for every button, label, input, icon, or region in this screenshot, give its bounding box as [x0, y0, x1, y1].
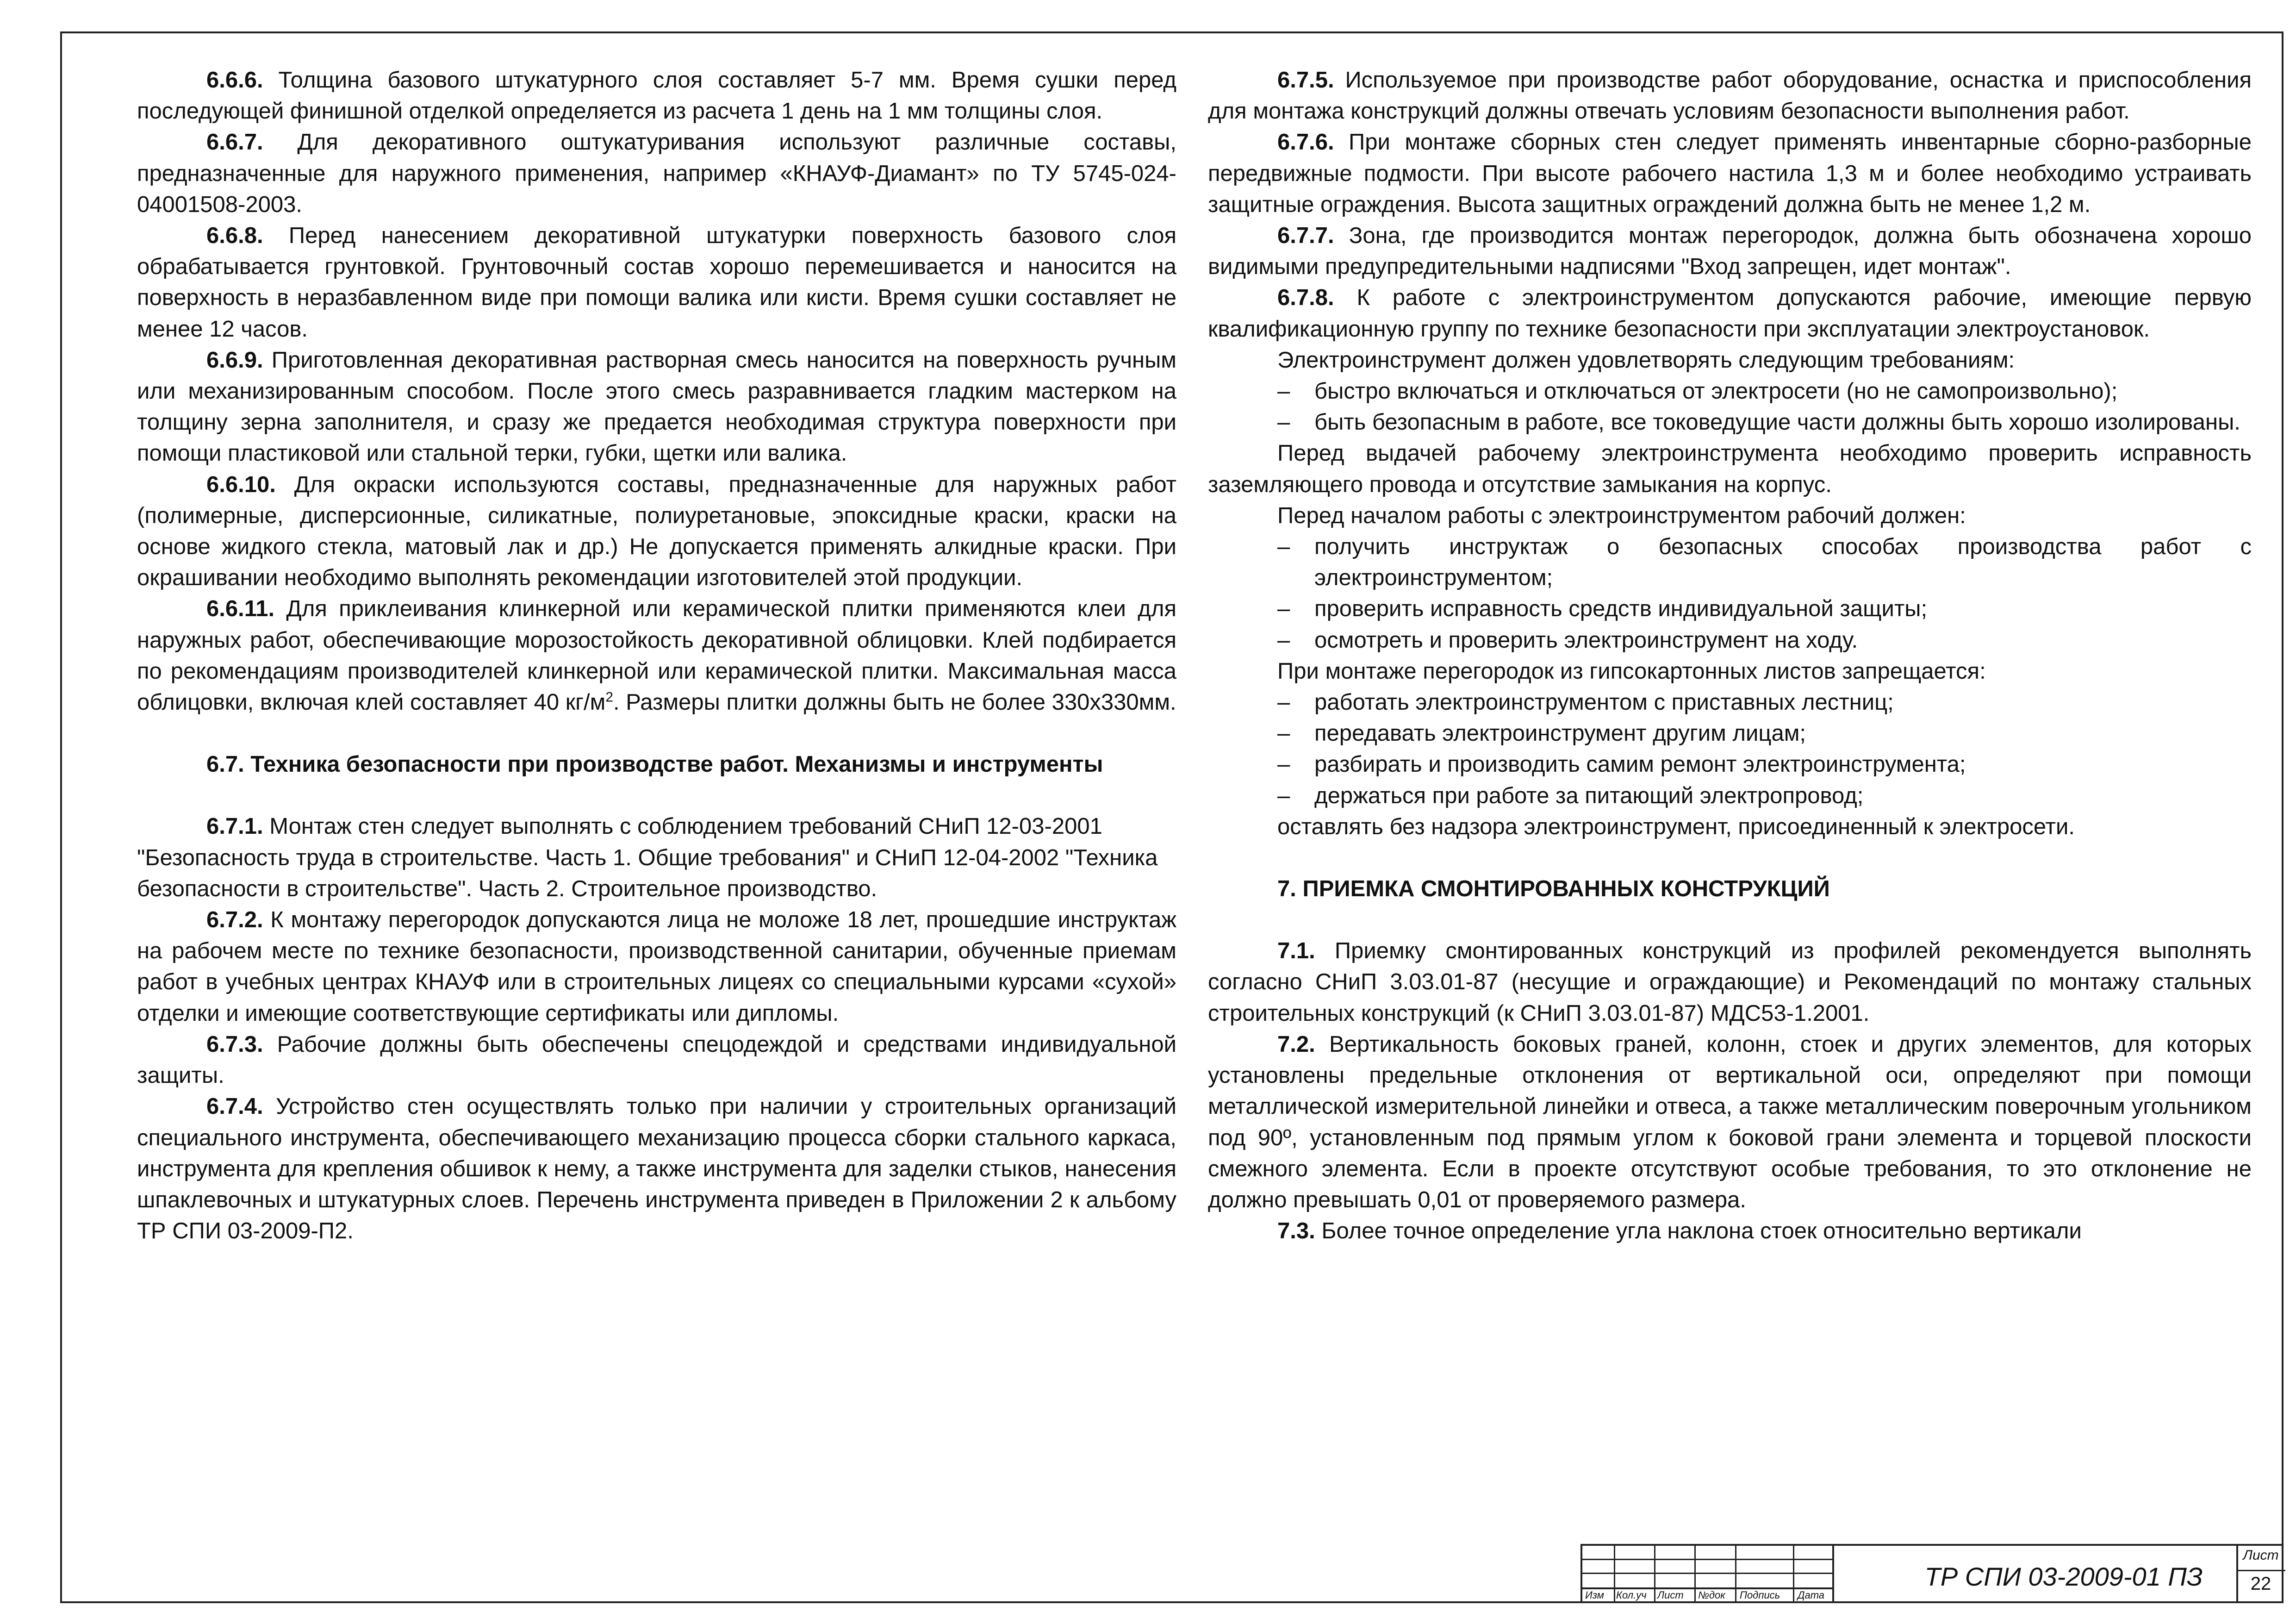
forbidden-actions-list: [1208, 687, 2252, 812]
worker-duties-list: [1208, 531, 2252, 656]
title-block-divider: [1694, 1546, 1696, 1603]
list-item: – проверить исправность средств индивидуальной защиты;: [1277, 596, 1928, 622]
caption-sheet: Лист: [1657, 1589, 1684, 1601]
list-item: – получить инструктаж о безопасных способах производства работ с электроинструментом;: [1277, 534, 2252, 591]
tool-requirements-list: [1208, 376, 2252, 438]
title-block-divider: [1614, 1546, 1615, 1603]
paragraph-6-7-1: 6.7.1. Монтаж стен следует выполнять с соблюдением требований СНиП 12-03-2001 "Безопасность труда в строительстве. Часть 1. Общие требования" и СНиП 12-04-2002 "Техника безопасности в строительстве". Часть 2. Строительное производство.: [137, 814, 1158, 901]
tool-check-paragraph: Перед выдачей рабочему электроинструмента необходимо проверить исправность заземляющего провода и отсутствие замыкания на корпус.: [1208, 441, 2252, 497]
paragraph-6-6-11: 6.6.11. Для приклеивания клинкерной или керамической плитки применяются клеи для наружных работ, обеспечивающие морозостойкость декоративной облицовки. Клей подбирается по рекомендациям производителей клинкерной или керамической плитки. Максимальная масса облицовки, включая клей составляет 40 $кг/м^2$. Размеры плитки должны быть не более 330х330мм.: [137, 596, 1176, 715]
caption-change: Изм: [1585, 1589, 1604, 1601]
paragraph-7-1: 7.1. Приемку смонтированных конструкций из профилей рекомендуется выполнять согласно СНиП 3.03.01-87 (несущие и ограждающие) и Рекомендаций по монтажу стальных строительных конструкций (к СНиП 3.03.01-87) МДС53-1.2001.: [1208, 938, 2252, 1026]
sheet-number: 22: [2250, 1574, 2271, 1594]
caption-signature: Подпись: [1740, 1589, 1780, 1601]
sheet-label: Лист: [2243, 1548, 2279, 1563]
paragraph-6-7-6: 6.7.6. При монтаже сборных стен следует применять инвентарные сборно-разборные передвижные подмости. При высоте рабочего настила 1,3 м и более необходимо устраивать защитные ограждения. Высота защитных ограждений должна быть не менее 1,2 м.: [1208, 130, 2252, 217]
list-item: – разбирать и производить самим ремонт электроинструмента;: [1277, 752, 1966, 777]
title-block-divider: [1793, 1546, 1794, 1603]
paragraph-6-7-8: 6.7.8. К работе с электроинструментом допускаются рабочие, имеющие первую квалификационную группу по технике безопасности при эксплуатации электроустановок.: [1208, 285, 2252, 342]
paragraph-6-6-9: 6.6.9. Приготовленная декоративная растворная смесь наносится на поверхность ручным или механизированным способом. После этого смесь разравнивается гладким мастерком на толщину зерна заполнителя, и сразу же предается необходимая структура поверхности при помощи пластиковой или стальной терки, губки, щетки или валика.: [137, 347, 1176, 466]
list-item: – осмотреть и проверить электроинструмент на ходу.: [1277, 627, 1858, 653]
paragraph-6-7-2: 6.7.2. К монтажу перегородок допускаются лица не моложе 18 лет, прошедшие инструктаж на рабочем месте по технике безопасности, производственной санитарии, обученные приемам работ в учебных центрах КНАУФ или в строительных лицеях со специальными курсами «сухой» отделки и имеющие соответствующие сертификаты или дипломы.: [137, 907, 1176, 1026]
title-block-divider: [1654, 1546, 1655, 1603]
caption-doc-number: №док: [1698, 1589, 1725, 1601]
left-column: [137, 65, 1176, 1247]
caption-count: Кол.уч: [1616, 1589, 1647, 1601]
paragraph-6-6-10: 6.6.10. Для окраски используются составы, предназначенные для наружных работ (полимерные, дисперсионные, силикатные, полиуретановые, эпоксидные краски, краски на основе жидкого стекла, матовый лак и др.) Не допускается применять алкидные краски. При окрашивании необходимо выполнять рекомендации изготовителей этой продукции.: [137, 472, 1176, 591]
right-column: [1208, 65, 2252, 1247]
caption-date: Дата: [1798, 1589, 1825, 1601]
worker-duties-intro: Перед началом работы с электроинструментом рабочий должен:: [1277, 503, 1966, 528]
forbidden-actions-intro: При монтаже перегородок из гипсокартонных листов запрещается:: [1277, 658, 1986, 684]
paragraph-6-6-8: 6.6.8. Перед нанесением декоративной штукатурки поверхность базового слоя обрабатывается грунтовкой. Грунтовочный состав хорошо перемешивается и наносится на поверхность в неразбавленном виде при помощи валика или кисти. Время сушки составляет не менее 12 часов.: [137, 223, 1176, 342]
section-heading-6-7: 6.7. Техника безопасности при производстве работ. Механизмы и инструменты: [206, 752, 1103, 777]
title-block-row-line: [1582, 1573, 1832, 1574]
title-block-row-line: [1582, 1559, 1832, 1560]
title-block: [1580, 1544, 2284, 1603]
tool-requirements-intro: Электроинструмент должен удовлетворять следующим требованиям:: [1277, 347, 2015, 373]
list-item: – быть безопасным в работе, все токоведущие части должны быть хорошо изолированы.: [1277, 410, 2240, 435]
title-block-row-line: [2236, 1570, 2285, 1571]
list-item: – передавать электроинструмент другим лицам;: [1277, 721, 1806, 746]
paragraph-6-7-4: 6.7.4. Устройство стен осуществлять только при наличии у строительных организаций специального инструмента, обеспечивающего механизацию процесса сборки стального каркаса, инструмента для крепления обшивок к нему, а также инструмента для заделки стыков, нанесения шпаклевочных и штукатурных слоев. Перечень инструмента приведен в Приложении 2 к альбому ТР СПИ 03-2009-П2.: [137, 1094, 1176, 1244]
paragraph-7-2: 7.2. Вертикальность боковых граней, колонн, стоек и других элементов, для которых установлены предельные отклонения от вертикальной оси, определяют при помощи металлической измерительной линейки и отвеса, а также металлическим поверочным угольником под 90º, установленным под прямым углом к боковой грани элемента и торцевой плоскости смежного элемента. Если в проекте отсутствуют особые требования, то это отклонение не должно превышать 0,01 от проверяемого размера.: [1208, 1031, 2252, 1212]
paragraph-6-6-6: 6.6.6. Толщина базового штукатурного слоя составляет 5-7 мм. Время сушки перед последующей финишной отделкой определяется из расчета 1 день на 1 мм толщины слоя.: [137, 68, 1176, 124]
paragraph-6-7-5: 6.7.5. Используемое при производстве работ оборудование, оснастка и приспособления для монтажа конструкций должны отвечать условиям безопасности выполнения работ.: [1208, 68, 2252, 124]
title-block-divider: [1832, 1546, 1834, 1603]
list-item: – работать электроинструментом с приставных лестниц;: [1277, 690, 1894, 715]
forbidden-actions-tail: оставлять без надзора электроинструмент, присоединенный к электросети.: [1277, 814, 2075, 839]
paragraph-6-7-7: 6.7.7. Зона, где производится монтаж перегородок, должна быть обозначена хорошо видимыми предупредительными надписями "Вход запрещен, идет монтаж".: [1208, 223, 2252, 280]
document-code: ТР СПИ 03-2009-01 ПЗ: [1924, 1562, 2203, 1591]
paragraph-6-7-3: 6.7.3. Рабочие должны быть обеспечены спецодеждой и средствами индивидуальной защиты.: [137, 1031, 1176, 1088]
paragraph-6-6-7: 6.6.7. Для декоративного оштукатуривания используют различные составы, предназначенные для наружного применения, например «КНАУФ-Диамант» по ТУ 5745-024-04001508-2003.: [137, 130, 1176, 217]
section-heading-7: 7. ПРИЕМКА СМОНТИРОВАННЫХ КОНСТРУКЦИЙ: [1277, 876, 1830, 902]
list-item: – быстро включаться и отключаться от электросети (но не самопроизвольно);: [1277, 379, 2118, 404]
title-block-divider: [1735, 1546, 1736, 1603]
list-item: – держаться при работе за питающий электропровод;: [1277, 783, 1864, 808]
paragraph-7-3: 7.3. Более точное определение угла наклона стоек относительно вертикали: [1277, 1218, 2082, 1244]
